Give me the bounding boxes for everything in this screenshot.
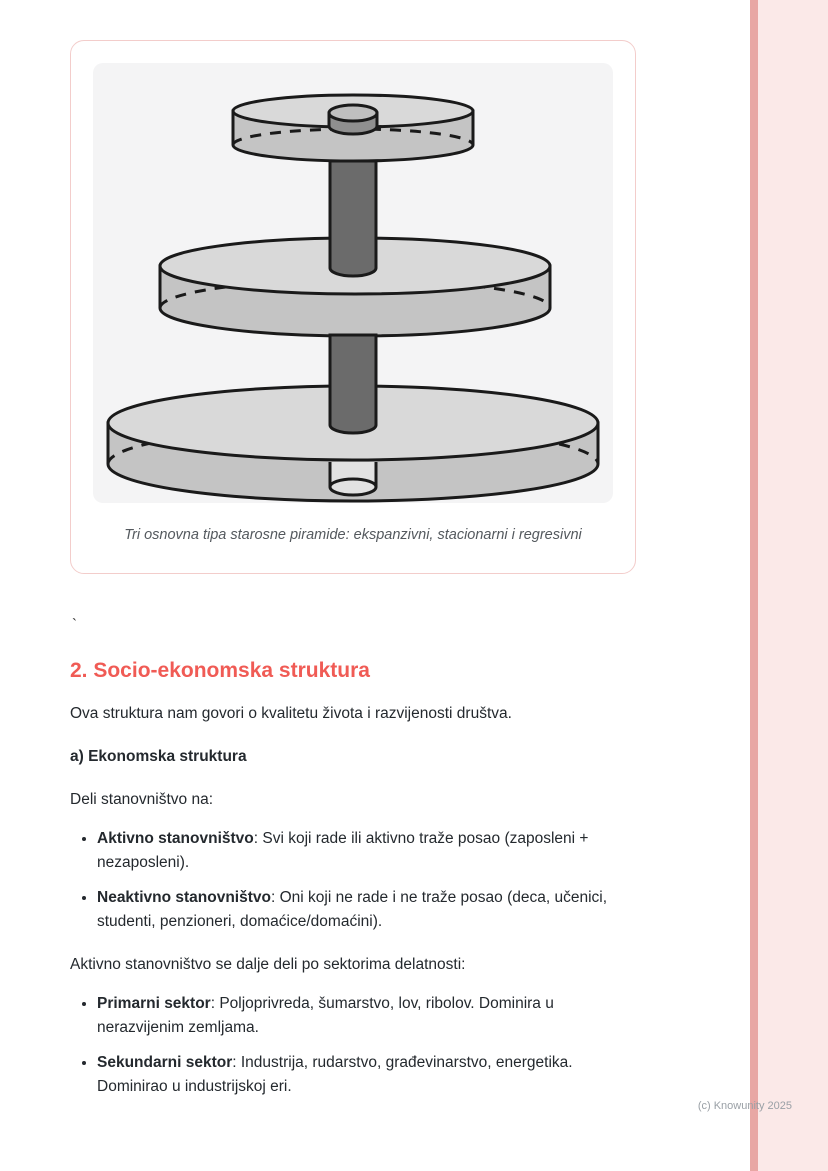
list-item [97,827,636,875]
list-item-term: Neaktivno stanovništvo [97,889,271,907]
column-top-stub [329,105,377,134]
list-item [97,992,636,1040]
list-item-description: : Svi koji rade ili aktivno traže posao (zaposleni + nezaposleni). [97,830,589,872]
figure-caption: Tri osnovna tipa starosne piramide: ekspanzivni, stacionarni i regresivni [124,527,582,543]
stray-backtick: ` [72,616,77,633]
list-item-term: Sekundarni sektor [97,1054,233,1072]
list-item [97,1051,636,1099]
central-column-upper [330,161,376,276]
list-item-description: : Oni koji ne rade i ne traže posao (deca, učenici, studenti, penzioneri, domaćice/domaćini). [97,889,608,931]
knowunity-watermark: (c) Knowunity 2025 [697,1100,792,1112]
sectors-list [70,992,636,1099]
paragraph-sectors-intro: Aktivno stanovništvo se dalje deli po sektorima delatnosti: [70,956,466,974]
list-item-description: : Industrija, rudarstvo, građevinarstvo, energetika. Dominirao u industrijskoj eri. [97,1054,573,1096]
sub-heading-economic-structure: a) Ekonomska struktura [70,748,247,766]
section-intro: Ova struktura nam govori o kvalitetu života i razvijenosti društva. [70,705,512,722]
population-types-list [70,827,636,934]
figure-card [70,40,636,574]
list-item-term: Aktivno stanovništvo [97,830,254,848]
page-edge-stripe-light [758,0,828,1171]
age-pyramid-illustration [93,63,613,503]
list-item [97,886,636,934]
column-bottom-end [330,462,376,495]
section-heading: 2. Socio-ekonomska struktura [70,659,370,682]
list-item-description: : Poljoprivreda, šumarstvo, lov, ribolov. Dominira u nerazvijenim zemljama. [97,995,554,1037]
page-edge-stripe-dark [750,0,758,1171]
central-column-lower [330,335,376,433]
three-tier-diagram [93,63,613,503]
document-content [70,40,636,1110]
paragraph-population-split: Deli stanovništvo na: [70,791,214,809]
list-item-term: Primarni sektor [97,995,211,1013]
